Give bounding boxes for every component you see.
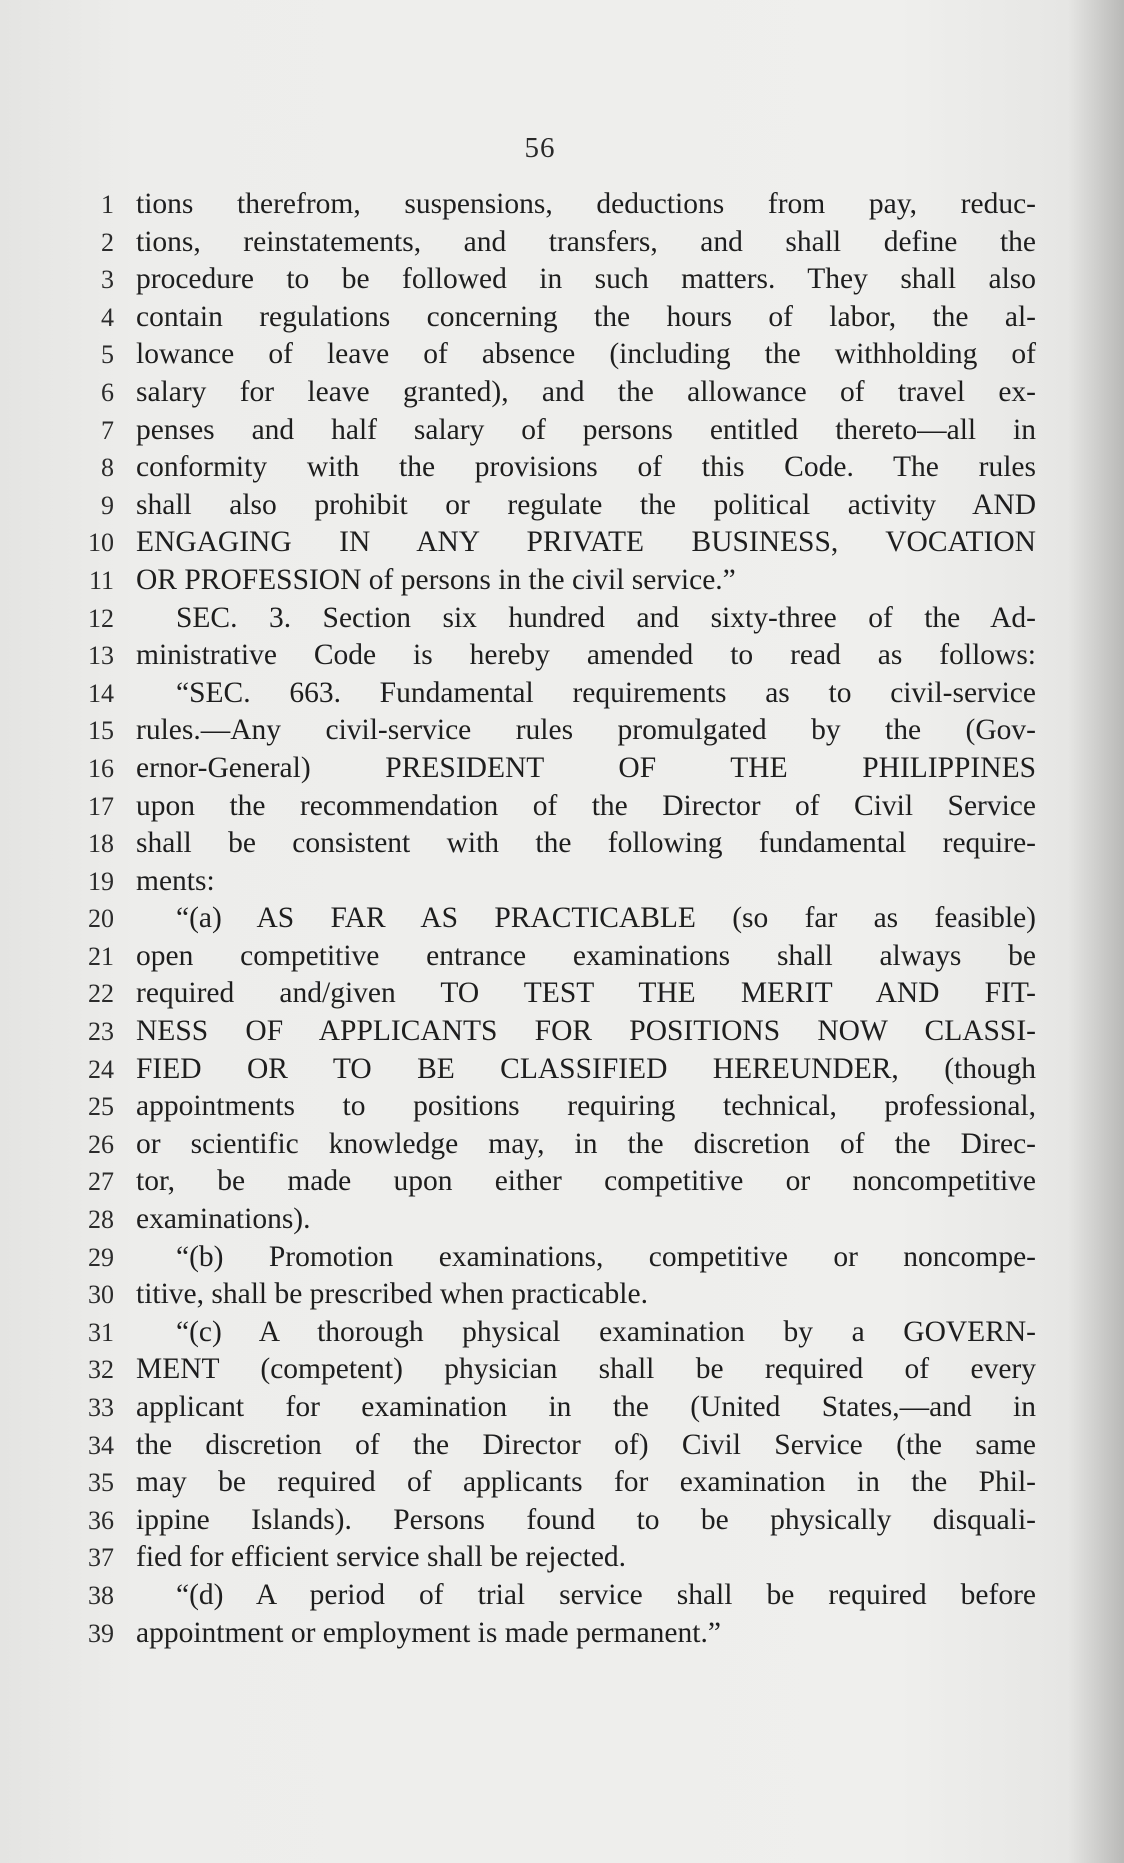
line-number: 31 <box>88 1317 114 1347</box>
text-line <box>0 675 1124 713</box>
line-text: titive, shall be prescribed when practicable. <box>136 1278 648 1311</box>
line-text: tions, reinstatements, and transfers, and shall define the <box>136 225 1036 258</box>
text-line <box>0 1239 1124 1277</box>
line-text: ministrative Code is hereby amended to read as follows: <box>136 639 1036 672</box>
text-line <box>0 600 1124 638</box>
line-text: conformity with the provisions of this Code. The rules <box>136 451 1036 484</box>
line-text: shall be consistent with the following fundamental require- <box>136 827 1036 860</box>
line-number: 26 <box>88 1129 114 1159</box>
line-number: 21 <box>88 941 114 971</box>
text-line <box>0 1314 1124 1352</box>
line-text: applicant for examination in the (United States,—and in <box>136 1391 1036 1423</box>
line-text: ippine Islands). Persons found to be physically disquali- <box>136 1503 1036 1536</box>
line-text: tor, be made upon either competitive or noncompetitive <box>136 1165 1036 1198</box>
line-number: 2 <box>101 227 114 257</box>
text-body <box>0 186 1124 1652</box>
line-text: procedure to be followed in such matters. They shall also <box>136 263 1036 296</box>
text-line <box>0 637 1124 675</box>
line-text: ments: <box>136 864 215 897</box>
text-line <box>0 524 1124 562</box>
text-line <box>0 1502 1124 1540</box>
line-number: 7 <box>101 415 114 445</box>
line-number: 13 <box>88 641 114 671</box>
line-number: 20 <box>88 904 114 934</box>
line-text: penses and half salary of persons entitled thereto—all in <box>136 413 1036 446</box>
line-number: 35 <box>88 1468 114 1498</box>
text-line <box>0 825 1124 863</box>
line-number: 9 <box>101 490 114 520</box>
text-line <box>0 562 1124 600</box>
line-number: 39 <box>88 1618 114 1648</box>
line-text: fied for efficient service shall be rejected. <box>136 1541 627 1574</box>
line-number: 16 <box>88 753 114 783</box>
line-number: 23 <box>88 1017 114 1047</box>
text-line <box>0 374 1124 412</box>
line-number: 14 <box>88 678 114 708</box>
line-number: 1 <box>101 190 114 219</box>
page-number: 56 <box>524 132 556 164</box>
line-number: 3 <box>101 265 114 295</box>
line-text: may be required of applicants for examination in the Phil- <box>136 1466 1036 1499</box>
line-number: 27 <box>88 1167 114 1197</box>
line-number: 32 <box>88 1355 114 1385</box>
line-number: 25 <box>88 1092 114 1122</box>
text-line <box>0 1539 1124 1577</box>
text-line <box>0 788 1124 826</box>
text-line <box>0 1351 1124 1389</box>
line-text: shall also prohibit or regulate the political activity AND <box>136 488 1036 521</box>
line-number: 15 <box>88 716 114 746</box>
text-line <box>0 900 1124 938</box>
text-line <box>0 224 1124 262</box>
text-line <box>0 1389 1124 1427</box>
text-line <box>0 1013 1124 1051</box>
line-number: 28 <box>88 1205 114 1235</box>
line-number: 11 <box>88 565 114 595</box>
line-text: lowance of leave of absence (including the withholding of <box>136 338 1036 371</box>
line-text: rules.—Any civil-service rules promulgated by the (Gov- <box>136 714 1036 747</box>
text-line <box>0 863 1124 901</box>
line-number: 29 <box>88 1242 114 1272</box>
text-line <box>0 1051 1124 1089</box>
line-text: appointment or employment is made permanent.” <box>136 1616 721 1649</box>
text-line <box>0 1088 1124 1126</box>
text-line <box>0 750 1124 788</box>
line-number: 12 <box>88 603 114 633</box>
line-number: 30 <box>88 1280 114 1310</box>
line-number: 19 <box>88 866 114 896</box>
line-text: “(c) A thorough physical examination by a GOVERN- <box>176 1315 1036 1348</box>
line-number: 4 <box>101 302 114 332</box>
line-number: 38 <box>88 1580 114 1610</box>
line-text: ernor-General) PRESIDENT OF THE PHILIPPINES <box>136 751 1036 784</box>
text-line <box>0 712 1124 750</box>
line-text: open competitive entrance examinations shall always be <box>136 939 1036 972</box>
line-number: 37 <box>88 1543 114 1573</box>
line-text: FIED OR TO BE CLASSIFIED HEREUNDER, (though <box>136 1052 1036 1085</box>
line-number: 24 <box>88 1054 114 1084</box>
line-text: “SEC. 663. Fundamental requirements as to civil-service <box>176 676 1036 709</box>
line-text: OR PROFESSION of persons in the civil service.” <box>136 563 736 596</box>
text-line <box>0 336 1124 374</box>
line-text: ENGAGING IN ANY PRIVATE BUSINESS, VOCATION <box>136 526 1036 559</box>
line-number: 33 <box>88 1393 114 1422</box>
text-line <box>0 299 1124 337</box>
line-text: or scientific knowledge may, in the discretion of the Direc- <box>136 1127 1036 1160</box>
line-text: examinations). <box>136 1203 311 1236</box>
line-number: 8 <box>101 453 114 483</box>
text-line <box>0 938 1124 976</box>
line-text: upon the recommendation of the Director of Civil Service <box>136 789 1036 822</box>
text-line <box>0 487 1124 525</box>
line-number: 5 <box>101 340 114 370</box>
text-line <box>0 975 1124 1013</box>
line-number: 17 <box>88 791 114 821</box>
text-line <box>0 1427 1124 1465</box>
line-text: “(d) A period of trial service shall be required before <box>176 1578 1036 1611</box>
line-text: contain regulations concerning the hours of labor, the al- <box>136 300 1036 333</box>
line-number: 18 <box>88 829 114 859</box>
line-text: required and/given TO TEST THE MERIT AND FIT- <box>136 977 1036 1010</box>
line-number: 22 <box>88 979 114 1009</box>
text-line <box>0 1577 1124 1615</box>
line-text: NESS OF APPLICANTS FOR POSITIONS NOW CLASSI- <box>136 1015 1036 1048</box>
text-line <box>0 1615 1124 1653</box>
text-line <box>0 1201 1124 1239</box>
text-line <box>0 1464 1124 1502</box>
line-text: MENT (competent) physician shall be required of every <box>136 1353 1036 1386</box>
text-line <box>0 261 1124 299</box>
text-line <box>0 1163 1124 1201</box>
line-text: salary for leave granted), and the allowance of travel ex- <box>136 375 1036 408</box>
line-text: appointments to positions requiring technical, professional, <box>136 1090 1036 1123</box>
text-line <box>0 1276 1124 1314</box>
text-line <box>0 449 1124 487</box>
line-text: SEC. 3. Section six hundred and sixty-three of the Ad- <box>176 601 1036 634</box>
line-text: tions therefrom, suspensions, deductions from pay, reduc- <box>136 188 1036 220</box>
text-line <box>0 186 1124 224</box>
line-number: 10 <box>88 528 114 558</box>
line-number: 6 <box>101 377 114 407</box>
text-line <box>0 412 1124 450</box>
line-text: “(b) Promotion examinations, competitive or noncompe- <box>176 1240 1036 1273</box>
line-text: “(a) AS FAR AS PRACTICABLE (so far as feasible) <box>176 902 1036 935</box>
line-number: 36 <box>88 1505 114 1535</box>
line-text: the discretion of the Director of) Civil Service (the same <box>136 1428 1036 1461</box>
line-number: 34 <box>88 1430 114 1460</box>
text-line <box>0 1126 1124 1164</box>
